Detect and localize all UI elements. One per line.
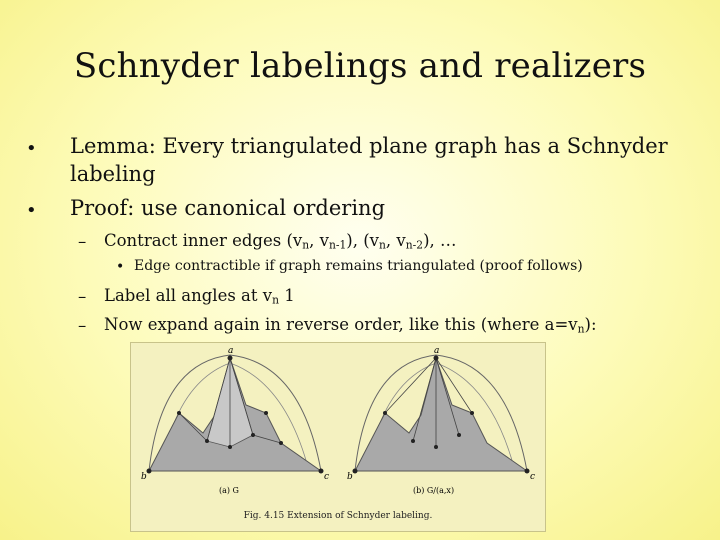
vertex-b-label-right: b [347, 472, 353, 482]
figure-drawing [131, 343, 545, 531]
subfigure-label-right: (b) G/(a,x) [413, 486, 455, 495]
dash-marker: – [78, 232, 87, 251]
vertex-a-label: a [228, 346, 234, 356]
sub-bullet-expand: Now expand again in reverse order, like this (where $a=v_n$): [104, 315, 597, 336]
dash-marker: – [78, 316, 87, 335]
bullet-marker: • [116, 259, 125, 275]
dash-marker: – [78, 287, 87, 306]
bullet-lemma: Lemma: Every triangulated plane graph has a Schnyder [70, 134, 668, 158]
schnyder-figure [130, 342, 546, 532]
graph-g-contracted [353, 355, 530, 474]
bullet-proof: Proof: use canonical ordering [70, 196, 386, 220]
slide-title: Schnyder labelings and realizers [73, 46, 647, 86]
sub-sub-bullet-contractible: Edge contractible if graph remains triangulated (proof follows) [134, 258, 583, 274]
sub-bullet-contract: Contract inner edges ($v_n$, $v_{n-1}$), ($v_n$, $v_{n-2}$), … [104, 231, 457, 252]
vertex-c-label: c [324, 472, 330, 482]
bullet-marker: • [26, 138, 37, 159]
subfigure-label-left: (a) G [219, 486, 239, 495]
figure-caption: Fig. 4.15 Extension of Schnyder labeling. [243, 511, 433, 521]
sub-bullet-label: Label all angles at $v_n$ 1 [104, 286, 295, 307]
vertex-a-label-right: a [434, 346, 440, 356]
bullet-marker: • [26, 200, 37, 221]
vertex-c-label-right: c [530, 472, 536, 482]
bullet-lemma-continued: labeling [70, 162, 156, 186]
graph-g [147, 355, 324, 474]
vertex-b-label: b [141, 472, 147, 482]
